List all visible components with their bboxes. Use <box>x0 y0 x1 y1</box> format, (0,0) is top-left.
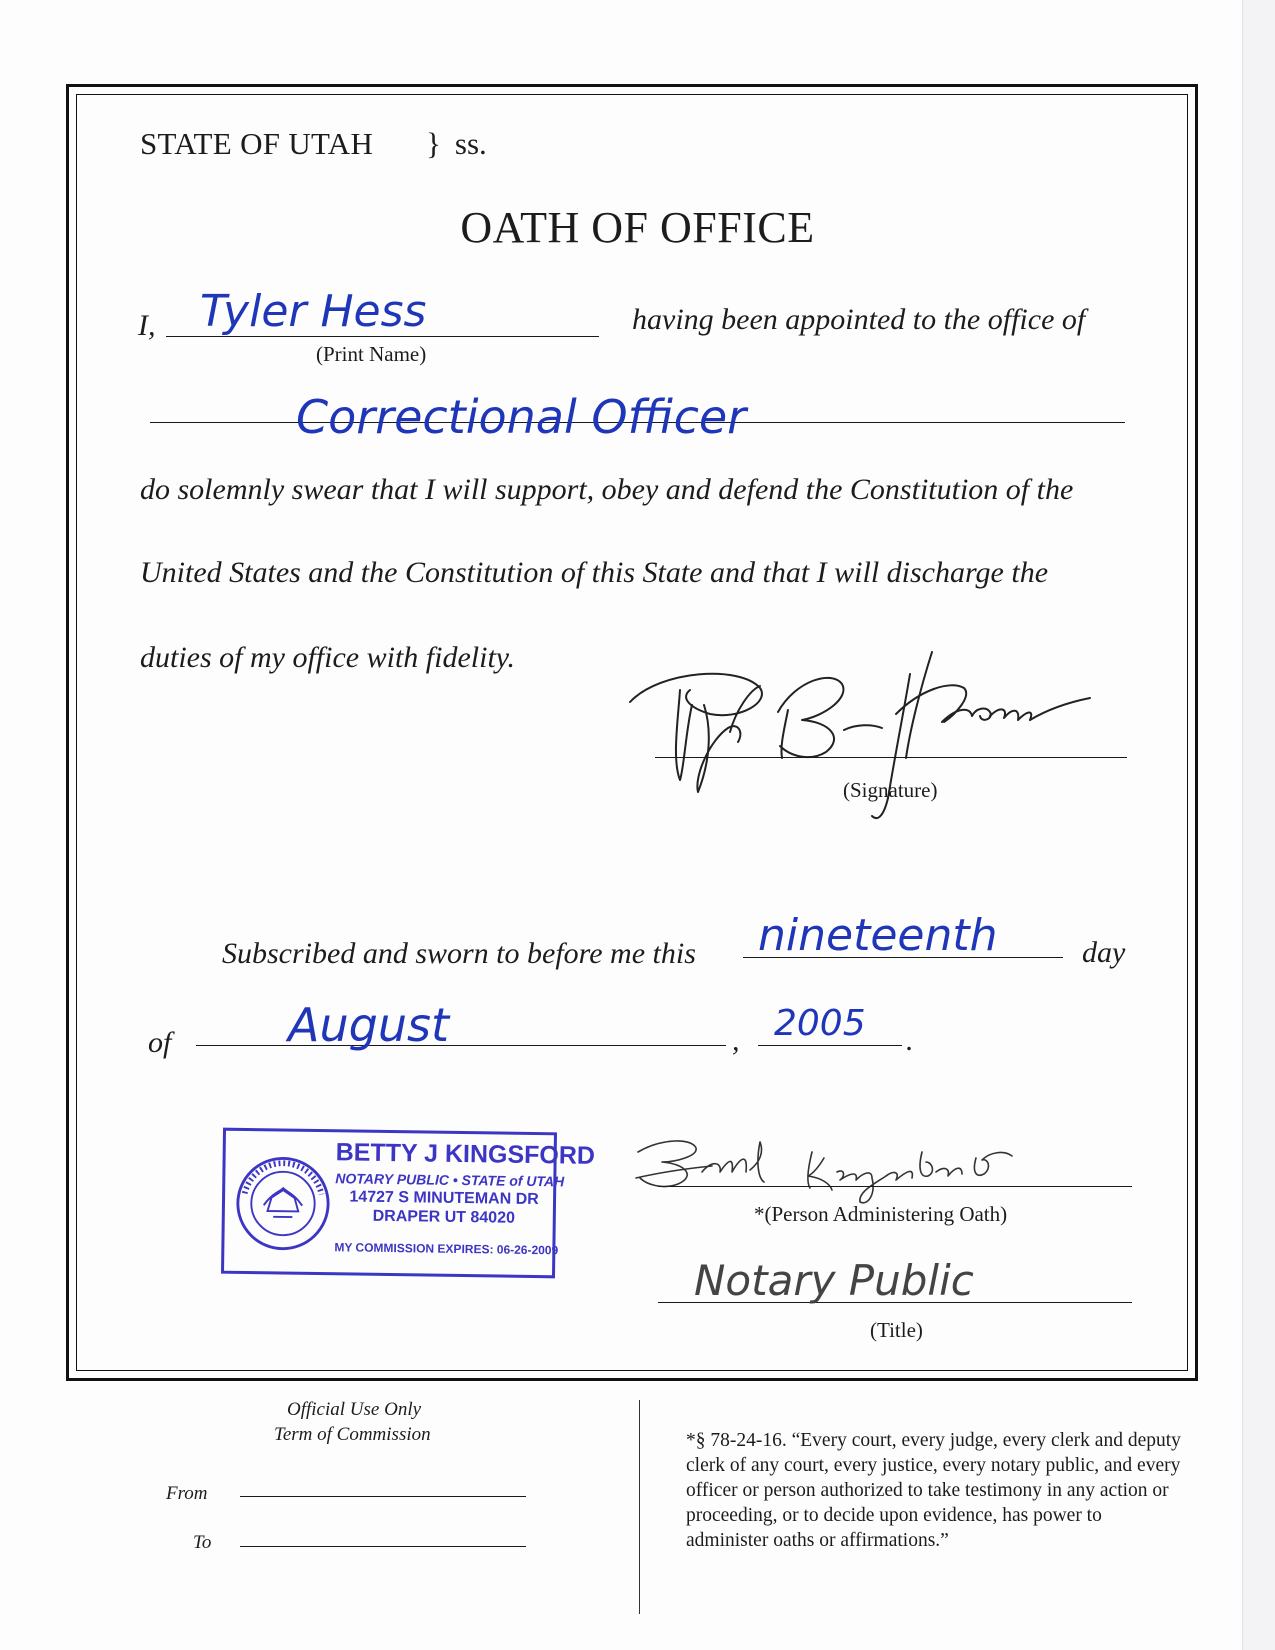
from-label: From <box>166 1483 208 1504</box>
state-label: STATE OF UTAH <box>140 126 374 161</box>
day-label: day <box>1082 936 1126 969</box>
period: . <box>906 1024 914 1057</box>
signature-betty-kingsford <box>632 1132 1072 1212</box>
administrator-line <box>658 1186 1132 1187</box>
to-line <box>240 1546 526 1547</box>
state-seal-icon <box>234 1155 331 1252</box>
venue-ss <box>426 126 487 162</box>
title-value: Notary Public <box>694 1256 974 1305</box>
signature-line <box>655 757 1127 758</box>
comma: , <box>732 1024 740 1057</box>
signature-tyler-hess <box>620 650 1100 830</box>
signature-caption: (Signature) <box>843 778 938 802</box>
month-line <box>196 1045 726 1046</box>
day-value: nineteenth <box>758 910 998 961</box>
term-of-commission-label: Term of Commission <box>274 1424 431 1445</box>
stamp-commission: MY COMMISSION EXPIRES: 06-26-2009 <box>334 1240 559 1258</box>
oath-body-line-1: do solemnly swear that I will support, obey and defend the Constitution of the <box>140 473 1074 506</box>
official-use-label: Official Use Only <box>287 1399 422 1420</box>
office-value: Correctional Officer <box>296 390 747 444</box>
administrator-caption: *(Person Administering Oath) <box>754 1202 1008 1226</box>
from-line <box>240 1496 526 1497</box>
stamp-title: NOTARY PUBLIC • STATE of UTAH <box>335 1170 565 1190</box>
oath-prefix: I, <box>138 309 156 342</box>
year-value: 2005 <box>774 1003 866 1044</box>
statute-text: *§ 78-24-16. “Every court, every judge, every clerk and deputy clerk of any court, every justice, every notary public, and every officer or person authorized to take testimony in any action or proceeding, or to decide upon evidence, has power to administer oaths or affirmations.” <box>686 1430 1181 1551</box>
subscribed-text: Subscribed and sworn to before me this <box>222 937 696 970</box>
to-label: To <box>193 1532 212 1553</box>
notary-stamp <box>221 1128 596 1279</box>
appointed-text: having been appointed to the office of <box>632 303 1086 336</box>
print-name-caption: (Print Name) <box>316 342 427 366</box>
print-name-value: Tyler Hess <box>200 286 427 337</box>
year-line <box>758 1045 902 1046</box>
oath-body-line-3: duties of my office with fidelity. <box>140 641 515 674</box>
title-caption: (Title) <box>870 1318 923 1342</box>
stamp-city: DRAPER UT 84020 <box>372 1207 516 1227</box>
footer-divider <box>639 1400 640 1614</box>
stamp-address: 14727 S MINUTEMAN DR <box>349 1188 539 1209</box>
of-label: of <box>148 1026 172 1059</box>
page-title: OATH OF OFFICE <box>460 203 815 252</box>
venue-ss-text: ss. <box>454 126 487 161</box>
stamp-name: BETTY J KINGSFORD <box>335 1138 596 1170</box>
month-value: August <box>288 998 449 1052</box>
venue-brace: } <box>426 126 441 161</box>
oath-body-line-2: United States and the Constitution of this State and that I will discharge the <box>140 556 1049 589</box>
